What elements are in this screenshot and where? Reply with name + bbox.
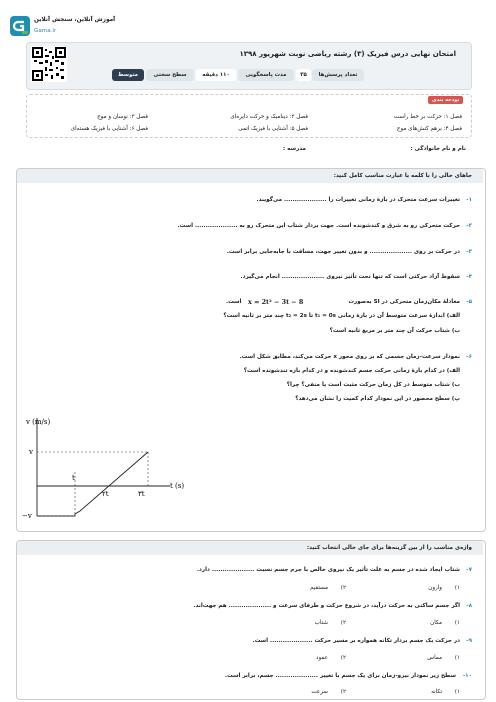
- option-number: ۲): [340, 620, 346, 626]
- question-count-value: ۳۵: [296, 69, 311, 81]
- question-number: ۳-: [466, 249, 472, 255]
- question-number: ۵-: [466, 299, 472, 305]
- question-text: در حرکت بر روی .................... و بدون تغییر جهت، مسافت با جابه‌جایی برابر است.: [226, 249, 460, 255]
- option-2[interactable]: مستقیم: [310, 585, 328, 591]
- q5-line1a: معادلهٔ مکان‌زمان متحرکی در SI به‌صورت: [348, 299, 460, 305]
- qr-code-icon: [31, 46, 67, 82]
- velocity-time-graph: [20, 412, 195, 522]
- option-2[interactable]: عمود: [316, 655, 328, 661]
- difficulty-value: متوسط: [112, 69, 144, 81]
- chapters-badge: بودجه بندی: [428, 96, 463, 104]
- chapter-item: فصل ۶: آشنایی با فیزیک هسته‌ای: [70, 126, 148, 132]
- chapter-item: فصل ۱: حرکت بر خط راست: [393, 114, 462, 120]
- option-number: ۱): [454, 585, 460, 591]
- chapter-item: فصل ۲: دینامیک و حرکت دایره‌ای: [230, 114, 308, 120]
- question-text: حرکت متحرکی رو به شرق و کندشونده است. جهت بردار شتاب این متحرک رو به .................... است.: [177, 223, 460, 229]
- qr-code: [31, 46, 67, 82]
- q5-line1b: است.: [226, 299, 242, 305]
- q6-line: ب) شتاب متوسط در کل زمان حرکت مثبت است یا منفی؟ چرا؟: [286, 382, 460, 388]
- option-1[interactable]: مماس: [427, 655, 442, 661]
- q5-part-a: الف) اندازهٔ سرعت متوسط آن در بازهٔ زمانی t₁ = 0s تا t₂ = 2s چند متر بر ثانیه است؟: [223, 313, 460, 319]
- logo-icon: [10, 16, 30, 36]
- school-label: مدرسه :: [283, 146, 306, 152]
- question-number: ۱۰-: [462, 673, 472, 679]
- question-text: شتاب ایجاد شده در جسم به علت تأثیر یک نیروی خالص با جرم جسم نسبت .................... دارد.: [196, 567, 460, 573]
- question-number: ۶-: [466, 354, 472, 360]
- option-1[interactable]: وارون: [428, 585, 442, 591]
- question-number: ۸-: [466, 603, 472, 609]
- option-1[interactable]: تکانه: [431, 689, 442, 695]
- question-number: ۷-: [466, 567, 472, 573]
- gama-logo: [10, 16, 30, 36]
- duration-value: ۱۱۰ دقیقه: [196, 69, 236, 81]
- question-text: تغییرات سرعت متحرک در بازهٔ زمانی تغییرات را .................... می‌گویند.: [256, 197, 460, 203]
- question-text: در حرکت یک جسم بردار تکانه همواره بر مسیر حرکت .................... است.: [252, 638, 460, 644]
- t1-label: t: [72, 474, 75, 482]
- question-text: سطح زیر نمودار نیرو-زمان برای یک جسم با تغییر .................... جسم، برابر است.: [224, 673, 456, 679]
- student-name-label: نام و نام خانوادگی :: [410, 146, 466, 152]
- option-2[interactable]: سرعت: [311, 689, 328, 695]
- brand-tagline: آموزش آنلاین، سنجش آنلاین: [34, 17, 116, 23]
- duration-label: مدت پاسخگویی: [238, 69, 294, 81]
- chapter-item: فصل ۴: برهم کنش‌های موج: [396, 126, 462, 132]
- q6-line: الف) در کدام بازهٔ زمانی حرکت جسم کندشونده و در کدام بازه تندشونده است؟: [243, 368, 460, 374]
- x-axis-label: t (s): [170, 482, 185, 490]
- difficulty-label: سطح سختی: [146, 69, 194, 81]
- section1-title: جاهای خالی را با کلمه یا عبارت مناسب کامل کنید:: [333, 173, 472, 179]
- option-number: ۲): [340, 585, 346, 591]
- t3-label: ۳t: [138, 490, 145, 498]
- question-number: ۴-: [466, 274, 472, 280]
- q5-part-b: ب) شتاب حرکت آن چند متر بر مربع ثانیه است؟: [329, 328, 460, 334]
- v-neg-label: −v: [22, 512, 32, 520]
- question-text: سقوط آزاد حرکتی است که تنها تحت تأثیر نیروی .................... انجام می‌گیرد.: [240, 274, 460, 280]
- option-2[interactable]: شتاب: [314, 620, 328, 626]
- section2-title: واژه‌ی مناسب را از بین گزینه‌ها برای جای خالی انتخاب کنید:: [306, 545, 472, 551]
- question-number: ۱-: [466, 197, 472, 203]
- brand-site[interactable]: Gama.ir: [34, 28, 57, 34]
- question-number: ۹-: [466, 638, 472, 644]
- y-axis-label: v (m/s): [26, 418, 51, 426]
- question-number: ۲-: [466, 223, 472, 229]
- v-pos-label: v: [29, 448, 33, 456]
- option-1[interactable]: مکان: [430, 620, 442, 626]
- question-count-label: تعداد پرسش‌ها: [312, 69, 364, 81]
- q6-line: پ) سطح محصور در این نمودار کدام کمیت را نشان می‌دهد؟: [295, 396, 460, 402]
- option-number: ۱): [454, 620, 460, 626]
- option-number: ۱): [454, 655, 460, 661]
- exam-title: امتحان نهایی درس فیزیک (۳) رشته ریاضی نوبت شهریور ۱۳۹۸: [239, 50, 456, 58]
- chapter-item: فصل ۵: آشنایی با فیزیک اتمی: [238, 126, 308, 132]
- option-number: ۲): [340, 655, 346, 661]
- option-number: ۲): [340, 689, 346, 695]
- chapter-item: فصل ۳: نوسان و موج: [97, 114, 148, 120]
- q6-line: نمودار سرعت-زمان جسمی که بر روی محور x حرکت می‌کند، مطابق شکل است.: [239, 354, 460, 360]
- velocity-line: [37, 452, 148, 516]
- question-text: اگر جسم ساکنی به حرکت درآید، در شروع حرکت و طرفای سرعت و .................... هم جهت‌اند.: [193, 603, 460, 609]
- q5-formula: x = 2t² − 3t − 8: [248, 298, 304, 306]
- t2-label: ۲t: [102, 490, 109, 498]
- option-number: ۱): [454, 689, 460, 695]
